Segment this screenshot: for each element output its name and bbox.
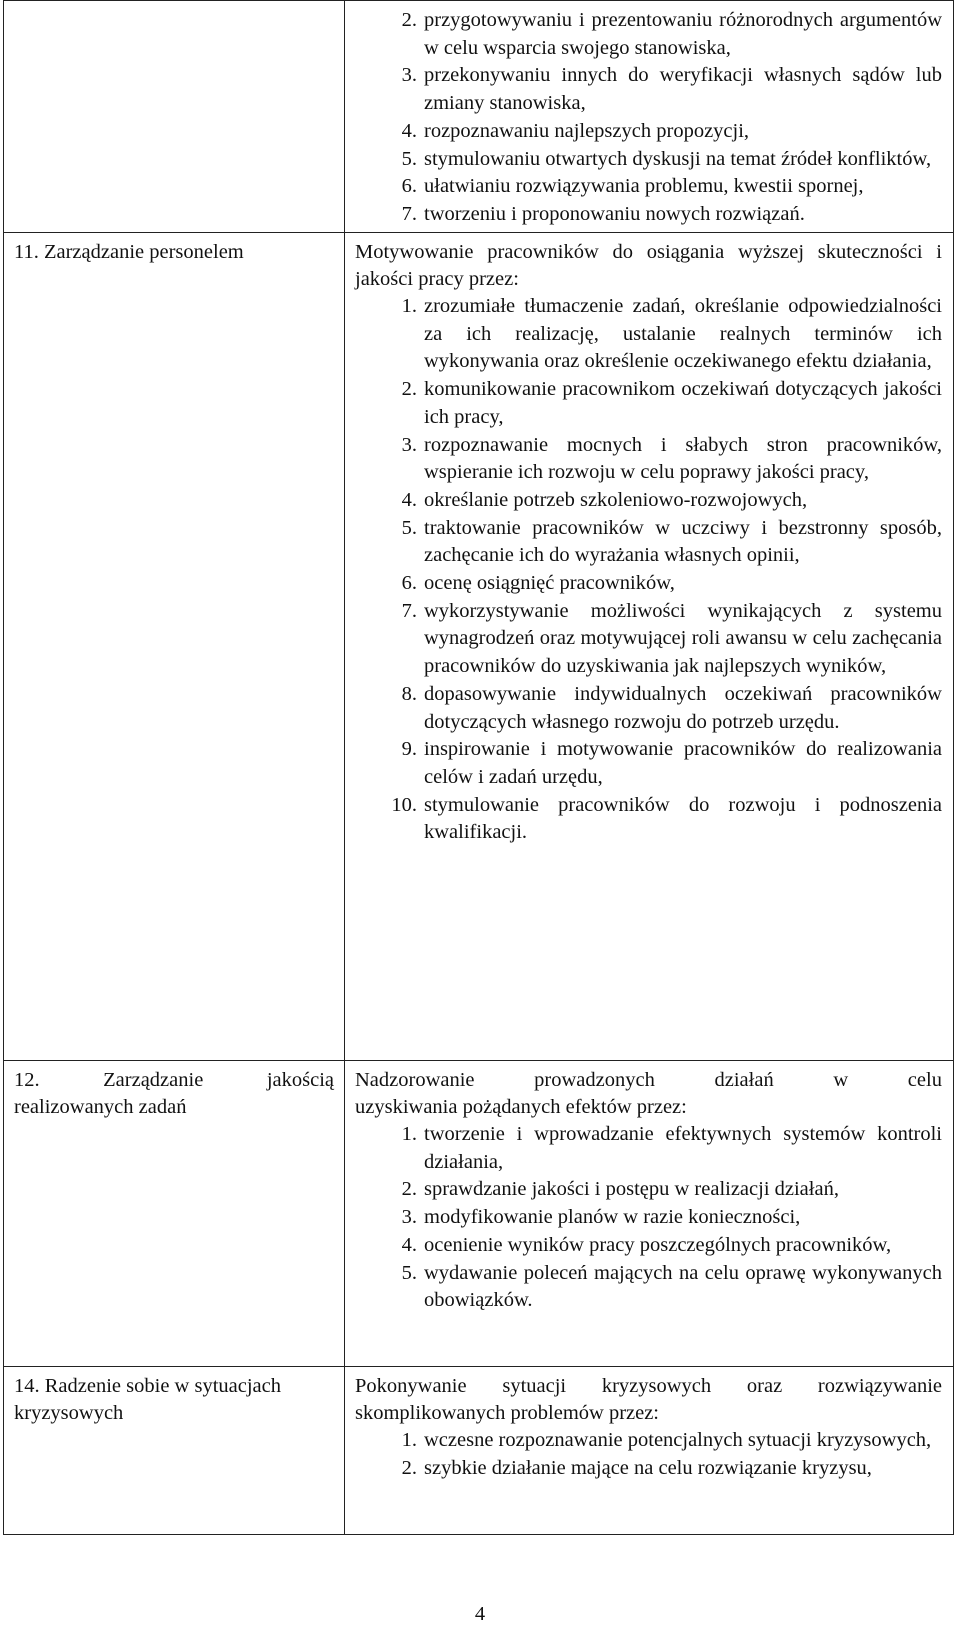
item-number: 1. [401,1123,417,1145]
row-label-line [14,1067,334,1094]
item-number: 4. [401,119,417,142]
list-item [345,201,942,229]
item-text: rozpoznawaniu najlepszych propozycji, [424,119,750,142]
table-row [4,1061,954,1367]
list-item [345,1176,942,1204]
list-item [345,1427,942,1455]
empty-label-cell [4,1,345,233]
item-number: 3. [401,1206,417,1229]
item-number: 9. [401,738,417,761]
item-number: 1. [401,295,417,317]
list-item [345,173,942,201]
item-text: tworzenie i wprowadzanie efektywnych systemów kontroli działania, [424,1123,942,1173]
row-intro [345,1061,953,1121]
intro-line [355,1067,942,1094]
page-number: 4 [474,1603,486,1625]
item-text: wydawanie poleceń mających na celu oprawę wykonywanych obowiązków. [424,1261,942,1312]
item-text: inspirowanie i motywowanie pracowników do realizowania celów i zadań urzędu, [424,738,942,788]
description-cell [345,233,954,1061]
item-number: 2. [401,1456,417,1479]
list-item [345,1455,942,1483]
item-text: stymulowaniu otwartych dyskusji na temat źródeł konfliktów, [424,147,932,170]
intro-word: prowadzonych [534,1069,655,1091]
label-word: 12. [14,1069,40,1091]
item-number: 5. [401,147,417,170]
list-item [345,1204,942,1232]
item-text: rozpoznawanie mocnych i słabych stron pracowników, wspieranie ich rozwoju w celu poprawy jakości pracy, [424,433,942,484]
description-cell [345,1061,954,1367]
item-number: 8. [401,682,417,705]
item-text: wykorzystywanie możliwości wynikających z systemu wynagrodzeń oraz motywującej roli awansu w celu zachęcania pracowników do uzyskiwania jak najlepszych wyników, [424,599,942,678]
label-cell [4,1061,345,1367]
list-item [345,515,942,570]
item-list [345,1,953,229]
item-number: 6. [401,175,417,198]
intro-word: w [833,1069,849,1091]
item-number: 1. [401,1429,417,1451]
list-item [345,736,942,791]
table-row [4,233,954,1061]
item-number: 2. [401,1178,417,1201]
item-text: sprawdzanie jakości i postępu w realizacji działań, [424,1178,839,1201]
item-number: 10. [391,793,417,816]
row-label-quality [4,1061,344,1121]
item-text: określanie potrzeb szkoleniowo-rozwojowych, [424,488,808,511]
item-text: tworzeniu i proponowaniu nowych rozwiązań. [424,202,805,225]
list-item [345,376,942,431]
intro-word: Nadzorowanie [355,1069,475,1091]
item-text: wczesne rozpoznawanie potencjalnych sytuacji kryzysowych, [424,1429,932,1451]
intro-word: działań [714,1069,774,1091]
item-number: 5. [401,1261,417,1284]
label-word: jakością [266,1069,334,1091]
list-item [345,681,942,736]
label-cell [4,233,345,1061]
label-cell [4,1367,345,1535]
intro-word: celu [907,1069,942,1091]
row-label-line: kryzysowych [14,1402,124,1424]
item-text: ułatwianiu rozwiązywania problemu, kwestii spornej, [424,175,864,198]
item-number: 2. [401,9,417,31]
list-item [345,62,942,117]
description-cell [345,1,954,233]
row-label-line: realizowanych zadań [14,1096,187,1118]
item-text: komunikowanie pracownikom oczekiwań dotyczących jakości ich pracy, [424,378,942,428]
list-item [345,598,942,681]
item-text: przekonywaniu innych do weryfikacji własnych sądów lub zmiany stanowiska, [424,64,942,115]
item-text: traktowanie pracowników w uczciwy i bezstronny sposób, zachęcanie ich do wyrażania własnych opinii, [424,516,942,567]
item-number: 4. [401,488,417,511]
item-number: 4. [401,1233,417,1256]
list-item [345,118,942,146]
description-cell [345,1367,954,1535]
item-list [345,1427,953,1482]
list-item [345,432,942,487]
item-text: przygotowywaniu i prezentowaniu różnorodnych argumentów w celu wsparcia swojego stanowiska, [424,9,942,59]
item-text: ocenę osiągnięć pracowników, [424,572,675,595]
row-label-personnel: 11. Zarządzanie personelem [14,241,244,263]
item-list [345,293,953,847]
item-number: 5. [401,516,417,539]
row-intro: Motywowanie pracowników do osiągania wyższej skuteczności i jakości pracy przez: [355,241,942,290]
table-row [4,1367,954,1535]
item-text: ocenienie wyników pracy poszczególnych pracowników, [424,1233,892,1256]
item-text: modyfikowanie planów w razie konieczności, [424,1206,801,1229]
item-number: 2. [401,378,417,401]
intro-line: uzyskiwania pożądanych efektów przez: [355,1096,687,1118]
list-item [345,487,942,515]
item-list [345,1121,953,1315]
item-number: 3. [401,433,417,456]
item-text: szybkie działanie mające na celu rozwiązanie kryzysu, [424,1456,872,1479]
list-item [345,792,942,847]
table-row [4,1,954,233]
item-number: 6. [401,572,417,595]
list-item [345,7,942,62]
item-text: dopasowywanie indywidualnych oczekiwań pracowników dotyczących własnego rozwoju do potrzeb urzędu. [424,682,942,733]
list-item [345,293,942,376]
list-item [345,570,942,598]
item-text: zrozumiałe tłumaczenie zadań, określanie odpowiedzialności za ich realizację, ustalanie realnych terminów ich wykonywania oraz określenie oczekiwanego efektu działania, [424,295,942,373]
item-number: 7. [401,202,417,225]
row-label-crisis [4,1367,344,1427]
list-item [345,1121,942,1176]
row-intro: Pokonywanie sytuacji kryzysowych oraz rozwiązywanie skomplikowanych problemów przez: [355,1375,942,1424]
item-number: 3. [401,64,417,87]
list-item [345,146,942,174]
list-item [345,1232,942,1260]
label-word: Zarządzanie [103,1069,204,1091]
row-label-line: 14. Radzenie sobie w sytuacjach [14,1375,281,1397]
list-item [345,1260,942,1315]
item-text: stymulowanie pracowników do rozwoju i podnoszenia kwalifikacji. [424,793,942,844]
competency-table [3,0,954,1535]
item-number: 7. [401,599,417,622]
